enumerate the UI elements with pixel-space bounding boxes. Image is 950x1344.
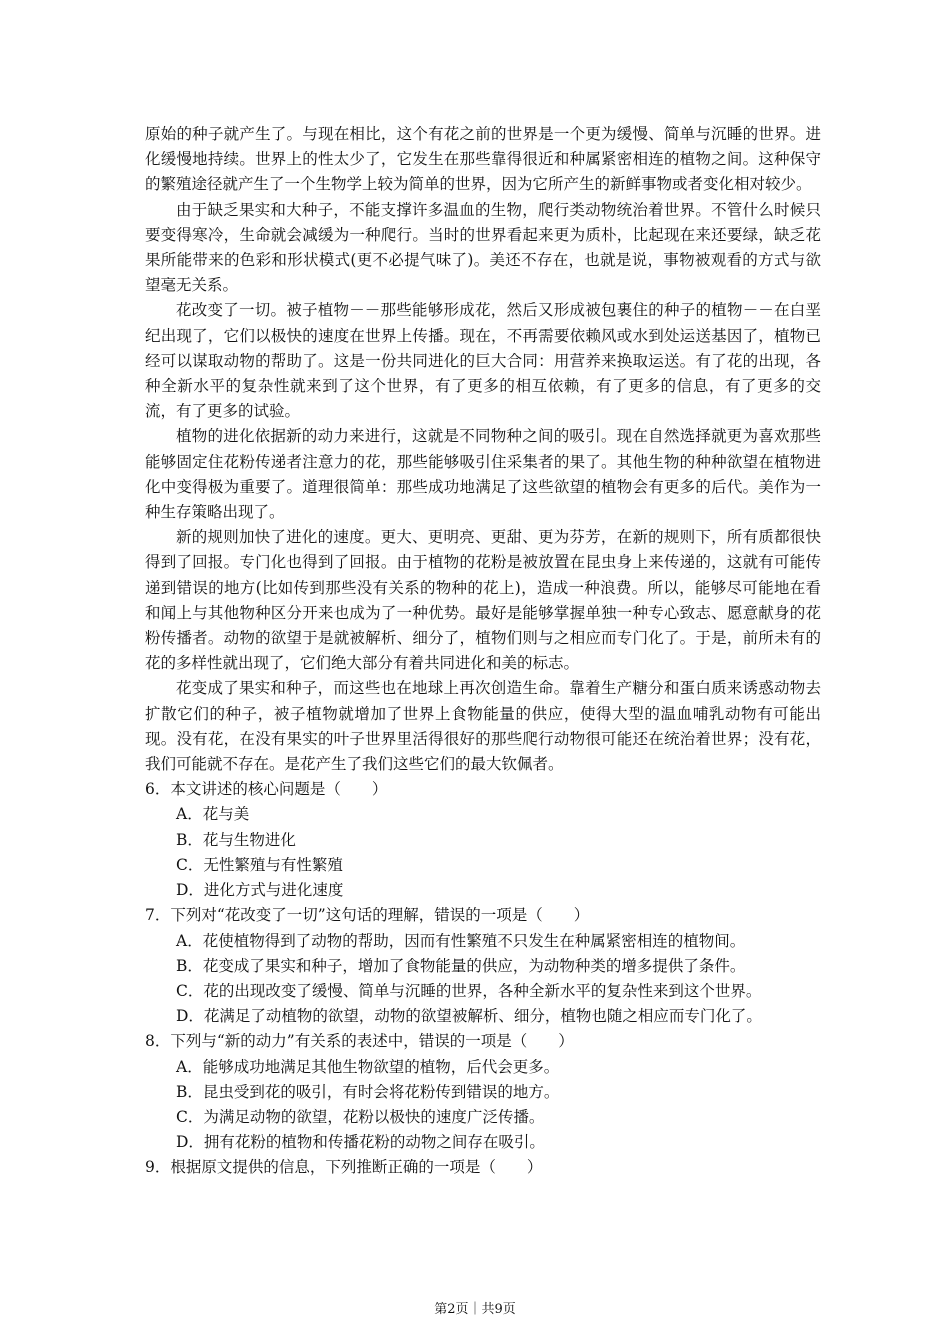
passage-paragraph: 花变成了果实和种子，而这些也在地球上再次创造生命。靠着生产糖分和蛋白质来诱惑动物去扩散它们的种子，被子植物就增加了世界上食物能量的供应，使得大型的温血哺乳动物有可能出现。没有花，在没有果实的叶子世界里活得很好的那些爬行动物很可能还在统治着世界；没有花，我们可能就不存在。是花产生了我们这些它们的最大钦佩者。	[145, 679, 821, 774]
passage-paragraph: 由于缺乏果实和大种子，不能支撑许多温血的生物，爬行类动物统治着世界。不管什么时候只要变得寒冷，生命就会减缓为一种爬行。当时的世界看起来更为质朴，比起现在来还要绿，缺乏花果所能带来的色彩和形状模式(更不必提气味了)。美还不存在，也就是说，事物被观看的方式与欲望毫无关系。	[145, 200, 821, 295]
question-7	[145, 903, 821, 1029]
question-option: D．拥有花粉的植物和传播花粉的动物之间存在吸引。	[176, 1133, 545, 1152]
question-option: C．花的出现改变了缓慢、简单与沉睡的世界，各种全新水平的复杂性来到这个世界。	[176, 981, 762, 1000]
question-option: C．无性繁殖与有性繁殖	[176, 855, 343, 874]
question-option: A．花与美	[176, 805, 250, 824]
question-option: B．花变成了果实和种子，增加了食物能量的供应，为动物种类的增多提供了条件。	[176, 956, 746, 975]
passage-paragraph: 原始的种子就产生了。与现在相比，这个有花之前的世界是一个更为缓慢、简单与沉睡的世界。进化缓慢地持续。世界上的性太少了，它发生在那些靠得很近和种属紧密相连的植物之间。这种保守的繁殖途径就产生了一个生物学上较为简单的世界，因为它所产生的新鲜事物或者变化相对较少。	[145, 125, 821, 194]
passage-paragraph: 花改变了一切。被子植物－－那些能够形成花，然后又形成被包裹住的种子的植物－－在白垩纪出现了，它们以极快的速度在世界上传播。现在，不再需要依赖风或水到处运送基因了，植物已经可以谋取动物的帮助了。这是一份共同进化的巨大合同：用营养来换取运送。有了花的出现，各种全新水平的复杂性就来到了这个世界，有了更多的相互依赖，有了更多的信息，有了更多的交流，有了更多的试验。	[145, 301, 821, 421]
question-stem: 8．下列与“新的动力”有关系的表述中，错误的一项是（ ）	[145, 1032, 574, 1051]
question-9	[145, 1155, 821, 1180]
question-stem: 9．根据原文提供的信息，下列推断正确的一项是（ ）	[145, 1158, 543, 1177]
question-6	[145, 777, 821, 903]
question-option: B．昆虫受到花的吸引，有时会将花粉传到错误的地方。	[176, 1082, 560, 1101]
question-option: A．花使植物得到了动物的帮助，因而有性繁殖不只发生在种属紧密相连的植物间。	[176, 931, 746, 950]
question-option: D．花满足了动植物的欲望，动物的欲望被解析、细分，植物也随之相应而专门化了。	[176, 1007, 762, 1026]
question-option: D．进化方式与进化速度	[176, 881, 344, 900]
question-stem: 7．下列对“花改变了一切”这句话的理解，错误的一项是（ ）	[145, 906, 590, 925]
question-option: B．花与生物进化	[176, 830, 296, 849]
question-option: C．为满足动物的欲望，花粉以极快的速度广泛传播。	[176, 1107, 545, 1126]
question-stem: 6．本文讲述的核心问题是（ ）	[145, 780, 388, 799]
passage-paragraph: 新的规则加快了进化的速度。更大、更明亮、更甜、更为芬芳，在新的规则下，所有质都很快得到了回报。专门化也得到了回报。由于植物的花粉是被放置在昆虫身上来传递的，这就有可能传递到错误的地方(比如传到那些没有关系的物种的花上)，造成一种浪费。所以，能够尽可能地在看和闻上与其他物种区分开来也成为了一种优势。最好是能够掌握单独一种专心致志、愿意献身的花粉传播者。动物的欲望于是就被解析、细分了，植物们则与之相应而专门化了。于是，前所未有的花的多样性就出现了，它们绝大部分有着共同进化和美的标志。	[145, 528, 821, 673]
passage-paragraph: 植物的进化依据新的动力来进行，这就是不同物种之间的吸引。现在自然选择就更为喜欢那些能够固定住花粉传递者注意力的花，那些能够吸引住采集者的果了。其他生物的种种欲望在植物进化中变得极为重要了。道理很简单：那些成功地满足了这些欲望的植物会有更多的后代。美作为一种生存策略出现了。	[145, 427, 821, 522]
page-footer: 第2页｜共9页	[434, 1302, 516, 1317]
question-option: A．能够成功地满足其他生物欲望的植物，后代会更多。	[176, 1057, 560, 1076]
question-8	[145, 1029, 821, 1155]
page-content	[145, 122, 821, 1181]
